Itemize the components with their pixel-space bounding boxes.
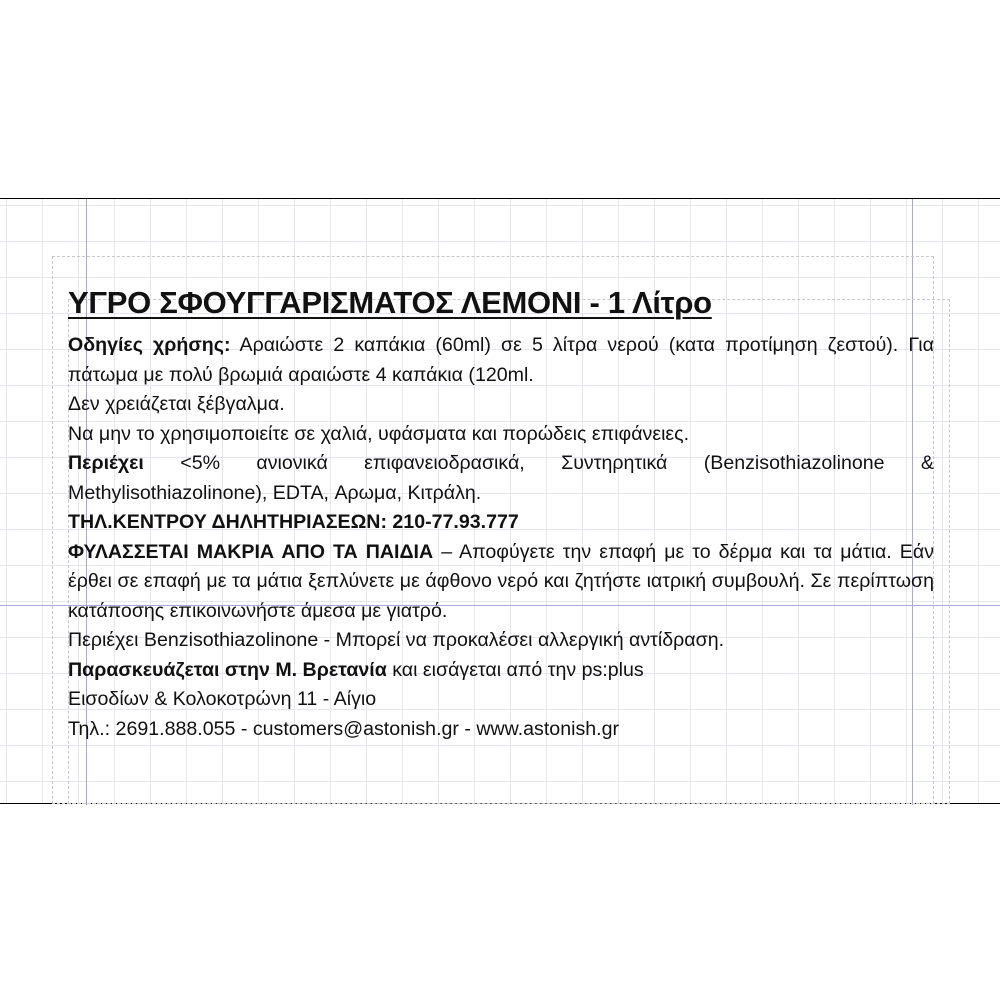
safety-warning bbox=[68, 538, 934, 627]
usage-text: Αραιώστε 2 καπάκια (60ml) σε 5 λίτρα νερού (κατα προτίμηση ζεστού). Για πάτωμα με πολύ βρωμιά αραιώστε 4 καπάκια (120ml. bbox=[68, 334, 934, 386]
usage-instructions bbox=[68, 331, 934, 390]
allergy-warning: Περιέχει Benzisothiazolinone - Μπορεί να προκαλέσει αλλεργική αντίδραση. bbox=[68, 629, 725, 651]
surface-warning: Να μην το χρησιμοποιείτε σε χαλιά, υφάσματα και πορώδεις επιφάνειες. bbox=[68, 422, 690, 445]
label-text bbox=[68, 283, 934, 744]
manufacturer-info bbox=[68, 656, 934, 686]
safety-heading: ΦΥΛΑΣΣΕΤΑΙ ΜΑΚΡΙΑ ΑΠΟ ΤΑ ΠΑΙΔΙΑ bbox=[68, 540, 434, 563]
usage-heading: Οδηγίες χρήσης: bbox=[68, 334, 231, 356]
no-rinse-note: Δεν χρειάζεται ξέβγαλμα. bbox=[68, 393, 285, 415]
safety-text: – Αποφύγετε την επαφή με το δέρμα και τα μάτια. Εάν έρθει σε επαφή με τα μάτια ξεπλύνετε με άφθονο νερό και ζητήστε ιατρική συμβουλή. Σε περίπτωση κατάποσης επικοινωνήστε άμεσα με γιατρό. bbox=[68, 540, 934, 622]
product-title: ΥΓΡΟ ΣΦΟΥΓΓΑΡΙΣΜΑΤΟΣ ΛΕΜΟΝΙ - 1 Λίτρο bbox=[68, 285, 712, 320]
ingredients bbox=[68, 449, 934, 508]
ingredients-heading: Περιέχει bbox=[68, 452, 144, 474]
importer-address: Εισοδίων & Κολοκοτρώνη 11 - Αίγιο bbox=[68, 688, 377, 710]
poison-center-phone: ΤΗΛ.ΚΕΝΤΡΟΥ ΔΗΛΗΤΗΡΙΑΣΕΩΝ: 210-77.93.777 bbox=[68, 511, 519, 533]
contact-info: Τηλ.: 2691.888.055 - customers@astonish.gr - www.astonish.gr bbox=[68, 717, 620, 740]
ingredients-text: <5% ανιονικά επιφανειοδρασικά, Συντηρητικά (Benzisothiazolinone & Methylisothiazolinone), EDTA, Αρωμα, Κιτράλη. bbox=[68, 452, 934, 504]
manufacturer-heading: Παρασκευάζεται στην Μ. Βρετανία bbox=[68, 658, 387, 681]
importer-text: και εισάγεται από την ps:plus bbox=[386, 658, 644, 681]
